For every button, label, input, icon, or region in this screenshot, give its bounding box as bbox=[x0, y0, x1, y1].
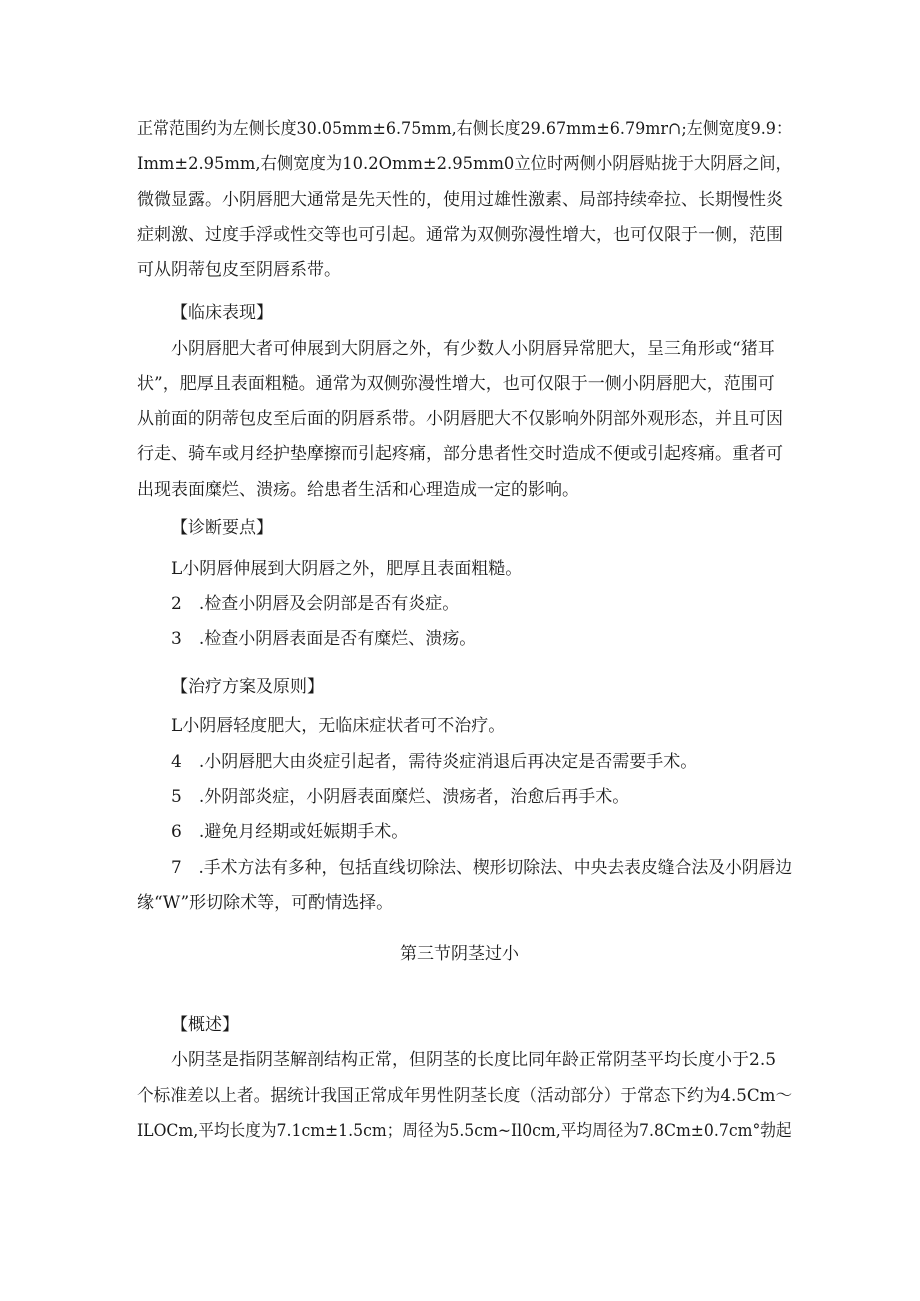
clinical-line-3: 从前面的阴蒂包皮至后面的阴唇系带。小阴唇肥大不仅影响外阴部外观形态，并且可因 bbox=[137, 409, 783, 429]
diagnosis-item-3: 3 .检查小阴唇表面是否有糜烂、溃疡。 bbox=[171, 629, 477, 649]
clinical-heading: 【临床表现】 bbox=[171, 303, 273, 323]
intro-line-4: 症刺激、过度手浮或性交等也可引起。通常为双侧弥漫性增大，也可仅限于一侧，范围 bbox=[137, 225, 783, 245]
intro-line-2: Imm±2.95mm,右侧宽度为10.2Omm±2.95mm0立位时两侧小阴唇贴拢于大阴唇之间， bbox=[137, 154, 792, 174]
treatment-item-4: 4 .小阴唇肥大由炎症引起者，需待炎症消退后再决定是否需要手术。 bbox=[171, 752, 698, 772]
treatment-item-6: 6 .避免月经期或妊娠期手术。 bbox=[171, 822, 409, 842]
diagnosis-heading: 【诊断要点】 bbox=[171, 518, 273, 538]
treatment-item-7: 7 .手术方法有多种，包括直线切除法、楔形切除法、中央去表皮缝合法及小阴唇边 bbox=[171, 858, 793, 878]
overview-heading: 【概述】 bbox=[171, 1015, 239, 1035]
treatment-item-5: 5 .外阴部炎症，小阴唇表面糜烂、溃疡者，治愈后再手术。 bbox=[171, 787, 630, 807]
intro-line-5: 可从阴蒂包皮至阴唇系带。 bbox=[137, 260, 341, 280]
clinical-line-4: 行走、骑车或月经护垫摩擦而引起疼痛，部分患者性交时造成不便或引起疼痛。重者可 bbox=[137, 444, 783, 464]
overview-line-2: 个标准差以上者。据统计我国正常成年男性阴茎长度（活动部分）于常态下约为4.5Cm～ bbox=[137, 1086, 793, 1106]
treatment-item-7-continuation: 缘“W”形切除术等，可酌情选择。 bbox=[137, 893, 394, 913]
clinical-line-1: 小阴唇肥大者可伸展到大阴唇之外，有少数人小阴唇异常肥大，呈三角形或“猪耳 bbox=[171, 339, 775, 359]
clinical-line-5: 出现表面糜烂、溃疡。给患者生活和心理造成一定的影响。 bbox=[137, 480, 579, 500]
section-title: 第三节阴茎过小 bbox=[400, 944, 519, 964]
intro-line-3: 微微显露。小阴唇肥大通常是先天性的，使用过雄性激素、局部持续牵拉、长期慢性炎 bbox=[137, 190, 783, 210]
intro-line-1: 正常范围约为左侧长度30.05mm±6.75mm,右侧长度29.67mm±6.79mr∩;左侧宽度9.9： bbox=[137, 119, 792, 139]
overview-line-3: ILOCm,平均长度为7.1cm±1.5cm；周径为5.5cm~Il0cm,平均周径为7.8Cm±0.7cm°勃起 bbox=[137, 1121, 792, 1141]
diagnosis-item-1: L小阴唇伸展到大阴唇之外，肥厚且表面粗糙。 bbox=[171, 559, 523, 579]
treatment-heading: 【治疗方案及原则】 bbox=[171, 677, 324, 697]
diagnosis-item-2: 2 .检查小阴唇及会阴部是否有炎症。 bbox=[171, 594, 460, 614]
overview-line-1: 小阴茎是指阴茎解剖结构正常，但阴茎的长度比同年龄正常阴茎平均长度小于2.5 bbox=[171, 1050, 777, 1070]
clinical-line-2: 状”，肥厚且表面粗糙。通常为双侧弥漫性增大，也可仅限于一侧小阴唇肥大，范围可 bbox=[137, 374, 775, 394]
treatment-item-1: L小阴唇轻度肥大，无临床症状者可不治疗。 bbox=[171, 716, 506, 736]
